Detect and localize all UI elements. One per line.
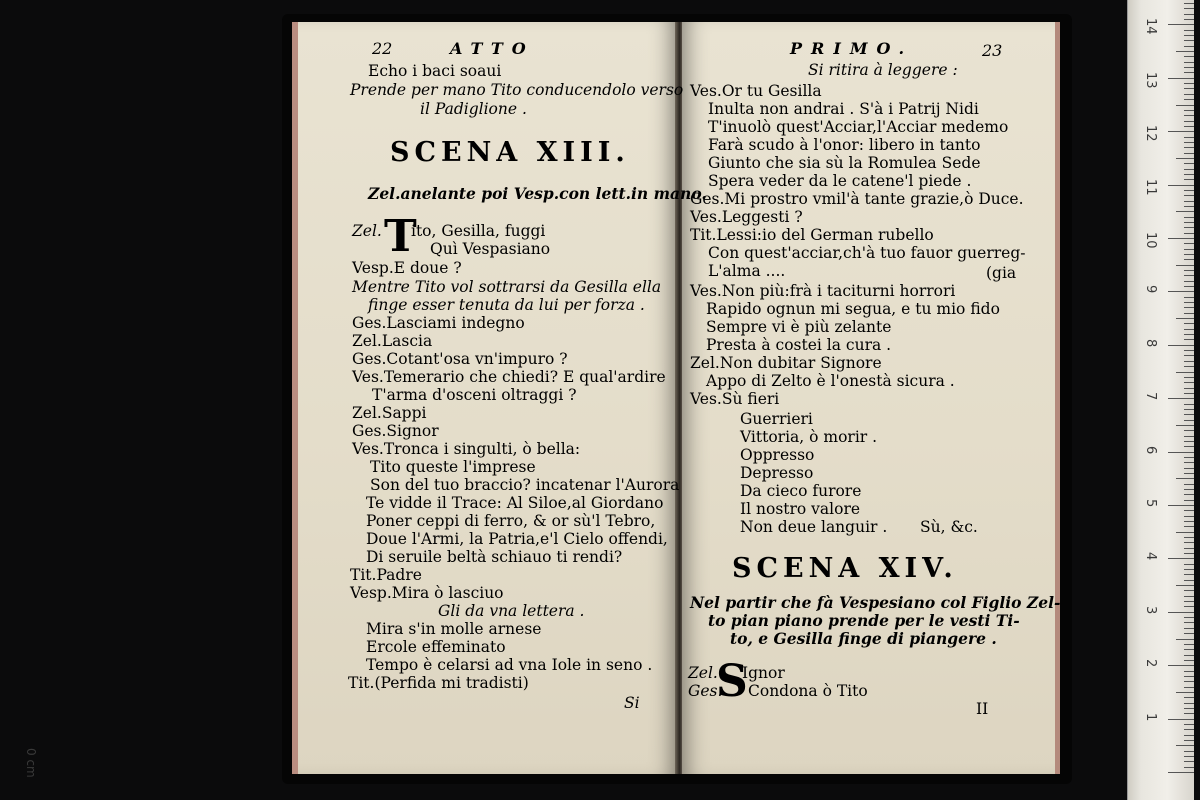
ruler-tick (1184, 195, 1194, 196)
right-line: Spera veder da le catene'l piede . (708, 172, 972, 190)
speaker-tag: Zel. (352, 222, 382, 240)
ruler-tick (1176, 51, 1194, 52)
ruler-tick (1184, 681, 1194, 682)
ruler-tick (1176, 372, 1194, 373)
left-line: Vesp.Mira ò lasciuo (350, 584, 504, 602)
ruler-tick (1184, 62, 1194, 63)
right-line: Da cieco furore (740, 482, 862, 500)
ruler-tick (1184, 286, 1194, 287)
ruler-tick (1184, 564, 1194, 565)
ruler-tick (1184, 249, 1194, 250)
right-line: T'inuolò quest'Acciar,l'Acciar medemo (708, 118, 1009, 136)
left-line: Son del tuo braccio? incatenar l'Aurora (370, 476, 680, 494)
ruler-tick (1184, 617, 1194, 618)
ruler-tick (1184, 590, 1194, 591)
ruler-number: 10 (1143, 232, 1158, 249)
ruler-number: 9 (1143, 285, 1158, 294)
ruler-tick (1176, 158, 1194, 159)
ruler-number: 6 (1143, 445, 1158, 454)
ruler-tick (1184, 3, 1194, 4)
right-line: Appo di Zelto è l'onestà sicura . (706, 372, 955, 390)
ruler-tick (1184, 430, 1194, 431)
left-line: Echo i baci soaui (368, 62, 502, 80)
right-line-turnover: (gia (986, 264, 1017, 282)
left-line: Tempo è celarsi ad vna Iole in seno . (366, 656, 653, 674)
ruler-tick (1184, 217, 1194, 218)
left-line: Tit.Padre (350, 566, 422, 584)
stage-direction: Gli da vna lettera . (438, 602, 585, 620)
speaker-tag: Ges. (688, 682, 723, 700)
ruler-tick (1184, 510, 1194, 511)
left-line: Zel.Lascia (352, 332, 433, 350)
right-line: Tit.Lessi:io del German rubello (690, 226, 934, 244)
right-line: Sempre vi è più zelante (706, 318, 892, 336)
ruler-tick (1184, 329, 1194, 330)
stage-direction: il Padiglione . (420, 100, 527, 118)
ruler-tick (1184, 233, 1194, 234)
ruler-tick (1184, 708, 1194, 709)
ruler-tick (1184, 660, 1194, 661)
ruler-tick (1184, 761, 1194, 762)
scene-heading: SCENA XIV. (732, 553, 958, 584)
left-line: Ves.Temerario che chiedi? E qual'ardire (352, 368, 666, 386)
stage-direction: Prende per mano Tito conducendolo verso (350, 81, 684, 99)
ruler-tick (1184, 473, 1194, 474)
ruler-tick (1184, 99, 1194, 100)
ruler-tick (1184, 553, 1194, 554)
left-line: Ercole effeminato (366, 638, 506, 656)
ruler-tick (1184, 462, 1194, 463)
ruler-tick (1184, 596, 1194, 597)
ruler-tick (1184, 382, 1194, 383)
ruler-tick (1168, 505, 1194, 506)
right-line: Oppresso (740, 446, 815, 464)
ruler-tick (1184, 756, 1194, 757)
left-line: Te vidde il Trace: Al Siloe,al Giordano (366, 494, 664, 512)
ruler-tick (1184, 751, 1194, 752)
ruler-tick (1184, 580, 1194, 581)
ruler-tick (1184, 19, 1194, 20)
ruler-tick (1184, 163, 1194, 164)
ruler-tick (1184, 633, 1194, 634)
signature-mark: II (976, 700, 989, 718)
ruler-tick (1184, 190, 1194, 191)
right-line: Condona ò Tito (748, 682, 868, 700)
right-line: Ves.Or tu Gesilla (690, 82, 822, 100)
ruler-tick (1184, 323, 1194, 324)
ruler-tick (1168, 558, 1194, 559)
stage-direction: Si ritira à leggere : (808, 61, 958, 79)
ruler-tick (1184, 121, 1194, 122)
ruler-tick (1184, 377, 1194, 378)
ruler-tick (1176, 211, 1194, 212)
left-line: Di seruile beltà schiauo ti rendi? (366, 548, 623, 566)
ruler-tick (1176, 585, 1194, 586)
right-line: Farà scudo à l'onor: libero in tanto (708, 136, 981, 154)
ruler-tick (1176, 265, 1194, 266)
right-line: Ves.Leggesti ? (690, 208, 803, 226)
ruler-number: 13 (1143, 71, 1158, 89)
ruler-tick (1184, 628, 1194, 629)
ruler-tick (1184, 302, 1194, 303)
ruler-tick (1184, 409, 1194, 410)
ruler-tick (1184, 548, 1194, 549)
ruler-tick (1184, 14, 1194, 15)
ruler-tick (1184, 270, 1194, 271)
ruler-tick (1168, 78, 1194, 79)
ruler-tick (1184, 489, 1194, 490)
ruler-tick (1184, 137, 1194, 138)
right-line: Inulta non andrai . S'à i Patrij Nidi (708, 100, 979, 118)
ruler-tick (1184, 671, 1194, 672)
ruler-tick (1184, 56, 1194, 57)
ruler-tick (1184, 500, 1194, 501)
ruler-tick (1184, 436, 1194, 437)
ruler-tick (1184, 622, 1194, 623)
ruler-number: 5 (1143, 499, 1158, 508)
right-line: Ves.Non più:frà i taciturni horrori (690, 282, 956, 300)
ruler-tick (1184, 537, 1194, 538)
ruler-tick (1184, 334, 1194, 335)
ruler-tick (1176, 745, 1194, 746)
ruler-tick (1184, 8, 1194, 9)
ruler-tick (1184, 542, 1194, 543)
stage-direction: finge esser tenuta da lui per forza . (368, 296, 645, 314)
ruler-tick (1184, 67, 1194, 68)
measuring-ruler (1127, 0, 1194, 800)
left-running-head: ATTO (450, 39, 535, 58)
ruler-tick (1184, 516, 1194, 517)
ruler-tick (1184, 254, 1194, 255)
ruler-tick (1184, 366, 1194, 367)
right-line: Giunto che sia sù la Romulea Sede (708, 154, 981, 172)
left-line: Ges.Lasciami indegno (352, 314, 525, 332)
ruler-tick (1184, 468, 1194, 469)
right-line: Depresso (740, 464, 814, 482)
ruler-tick (1184, 404, 1194, 405)
ruler-tick (1184, 355, 1194, 356)
ruler-tick (1184, 713, 1194, 714)
left-line: Doue l'Armi, la Patria,e'l Cielo offendi, (366, 530, 668, 548)
ruler-tick (1184, 142, 1194, 143)
right-line: L'alma .... (708, 262, 786, 280)
ruler-tick (1184, 110, 1194, 111)
right-line: Ges.Mi prostro vmil'à tante grazie,ò Duce. (690, 190, 1024, 208)
ruler-tick (1184, 388, 1194, 389)
ruler-tick (1184, 35, 1194, 36)
ruler-tick (1184, 339, 1194, 340)
right-line: Ves.Sù fieri (690, 390, 780, 408)
ruler-tick (1176, 639, 1194, 640)
ruler-tick (1184, 687, 1194, 688)
right-line: Guerrieri (740, 410, 813, 428)
drop-cap: T (384, 211, 417, 262)
ruler-tick (1184, 94, 1194, 95)
stage-direction: Nel partir che fà Vespesiano col Figlio Zel- (690, 593, 1061, 612)
left-line: Mira s'in molle arnese (366, 620, 542, 638)
ruler-tick (1184, 350, 1194, 351)
ruler-number: 11 (1143, 178, 1158, 196)
ruler-tick (1168, 612, 1194, 613)
ruler-number: 3 (1143, 605, 1158, 615)
left-line: Tit.(Perfida mi tradisti) (348, 674, 529, 692)
ruler-tick (1184, 72, 1194, 73)
ruler-tick (1184, 494, 1194, 495)
ruler-tick (1184, 767, 1194, 768)
ruler-tick (1176, 692, 1194, 693)
right-running-head: PRIMO. (790, 39, 914, 58)
stage-direction: Mentre Tito vol sottrarsi da Gesilla ella (352, 278, 662, 296)
ruler-tick (1184, 361, 1194, 362)
ruler-tick (1184, 115, 1194, 116)
ruler-tick (1184, 420, 1194, 421)
ruler-number: 1 (1143, 712, 1158, 721)
right-line: Non deue languir . (740, 518, 888, 536)
ruler-tick (1184, 446, 1194, 447)
right-line: Vittoria, ò morir . (740, 428, 878, 446)
right-line: Sù, &c. (920, 518, 978, 536)
ruler-tick (1184, 601, 1194, 602)
stage-direction: to pian piano prende per le vesti Ti- (708, 611, 1020, 630)
ruler-tick (1168, 665, 1194, 666)
stage-direction: to, e Gesilla finge di piangere . (730, 629, 997, 648)
ruler-tick (1176, 532, 1194, 533)
ruler-tick (1184, 179, 1194, 180)
ruler-tick (1184, 457, 1194, 458)
ruler-tick (1168, 185, 1194, 186)
ruler-tick (1184, 676, 1194, 677)
ruler-tick (1184, 606, 1194, 607)
ruler-tick (1184, 206, 1194, 207)
left-line: Poner ceppi di ferro, & or sù'l Tebro, (366, 512, 656, 530)
drop-cap: S (716, 656, 748, 707)
right-line: Rapido ognun mi segua, e tu mio fido (706, 300, 1000, 318)
ruler-number: 4 (1143, 552, 1158, 561)
ruler-tick (1168, 131, 1194, 132)
ruler-tick (1184, 227, 1194, 228)
ruler-tick (1184, 40, 1194, 41)
ruler-tick (1184, 414, 1194, 415)
ruler-tick (1184, 569, 1194, 570)
ruler-tick (1184, 649, 1194, 650)
ruler-tick (1184, 174, 1194, 175)
ruler-tick (1184, 441, 1194, 442)
right-page-number: 23 (982, 41, 1003, 60)
ruler-tick (1168, 772, 1194, 773)
right-line: Con quest'acciar,ch'à tuo fauor guerreg- (708, 244, 1026, 262)
left-line: T'arma d'osceni oltraggi ? (372, 386, 577, 404)
ruler-tick (1184, 729, 1194, 730)
ruler-tick (1168, 345, 1194, 346)
ruler-tick (1184, 703, 1194, 704)
ruler-tick (1184, 201, 1194, 202)
ruler-tick (1168, 291, 1194, 292)
ruler-number: 8 (1143, 338, 1158, 348)
ruler-tick (1184, 153, 1194, 154)
ruler-tick (1184, 46, 1194, 47)
ruler-number: 2 (1143, 659, 1158, 668)
ruler-tick (1184, 574, 1194, 575)
ruler-number: 7 (1143, 392, 1158, 401)
scene-heading: SCENA XIII. (390, 137, 630, 168)
left-line: Zel.Sappi (352, 404, 427, 422)
ruler-tick (1184, 30, 1194, 31)
left-line: Quì Vespasiano (430, 240, 551, 258)
ruler-tick (1184, 655, 1194, 656)
ruler-tick (1168, 24, 1194, 25)
ruler-tick (1184, 297, 1194, 298)
ruler-tick (1184, 169, 1194, 170)
ruler-tick (1168, 719, 1194, 720)
ruler-tick (1184, 697, 1194, 698)
ruler-number: 14 (1143, 18, 1158, 35)
ruler-tick (1168, 398, 1194, 399)
ruler-tick (1184, 147, 1194, 148)
ruler-tick (1184, 275, 1194, 276)
ruler-tick (1176, 425, 1194, 426)
ruler-tick (1184, 484, 1194, 485)
left-line: Ges.Signor (352, 422, 439, 440)
right-line: Il nostro valore (740, 500, 861, 518)
ruler-tick (1184, 126, 1194, 127)
ruler-tick (1184, 724, 1194, 725)
ruler-tick (1184, 88, 1194, 89)
left-page-number: 22 (372, 39, 393, 58)
ruler-tick (1184, 393, 1194, 394)
speaker-tag: Zel. (688, 664, 718, 682)
ruler-tick (1184, 259, 1194, 260)
scene-cast: Zel.anelante poi Vesp.con lett.in mano. (368, 184, 707, 203)
left-line: ito, Gesilla, fuggi (411, 222, 546, 240)
ruler-tick (1176, 318, 1194, 319)
ruler-tick (1184, 526, 1194, 527)
ruler-tick (1168, 452, 1194, 453)
right-line: Presta à costei la cura . (706, 336, 892, 354)
right-line: Zel.Non dubitar Signore (690, 354, 882, 372)
ruler-tick (1184, 740, 1194, 741)
ruler-tick (1184, 222, 1194, 223)
ruler-tick (1168, 238, 1194, 239)
left-line: Tito queste l'imprese (370, 458, 536, 476)
ruler-tick (1184, 307, 1194, 308)
ruler-tick (1184, 243, 1194, 244)
ruler-tick (1176, 478, 1194, 479)
catchword: Si (624, 694, 640, 712)
ruler-tick (1176, 105, 1194, 106)
right-line: Ignor (742, 664, 785, 682)
ruler-unit-label: 0 cm (24, 748, 38, 778)
left-line: Vesp.E doue ? (352, 259, 462, 277)
ruler-tick (1184, 83, 1194, 84)
ruler-number: 12 (1143, 125, 1158, 142)
ruler-tick (1184, 281, 1194, 282)
left-line: Ves.Tronca i singulti, ò bella: (352, 440, 581, 458)
ruler-tick (1184, 313, 1194, 314)
ruler-tick (1184, 735, 1194, 736)
ruler-tick (1184, 644, 1194, 645)
ruler-tick (1184, 521, 1194, 522)
left-line: Ges.Cotant'osa vn'impuro ? (352, 350, 568, 368)
